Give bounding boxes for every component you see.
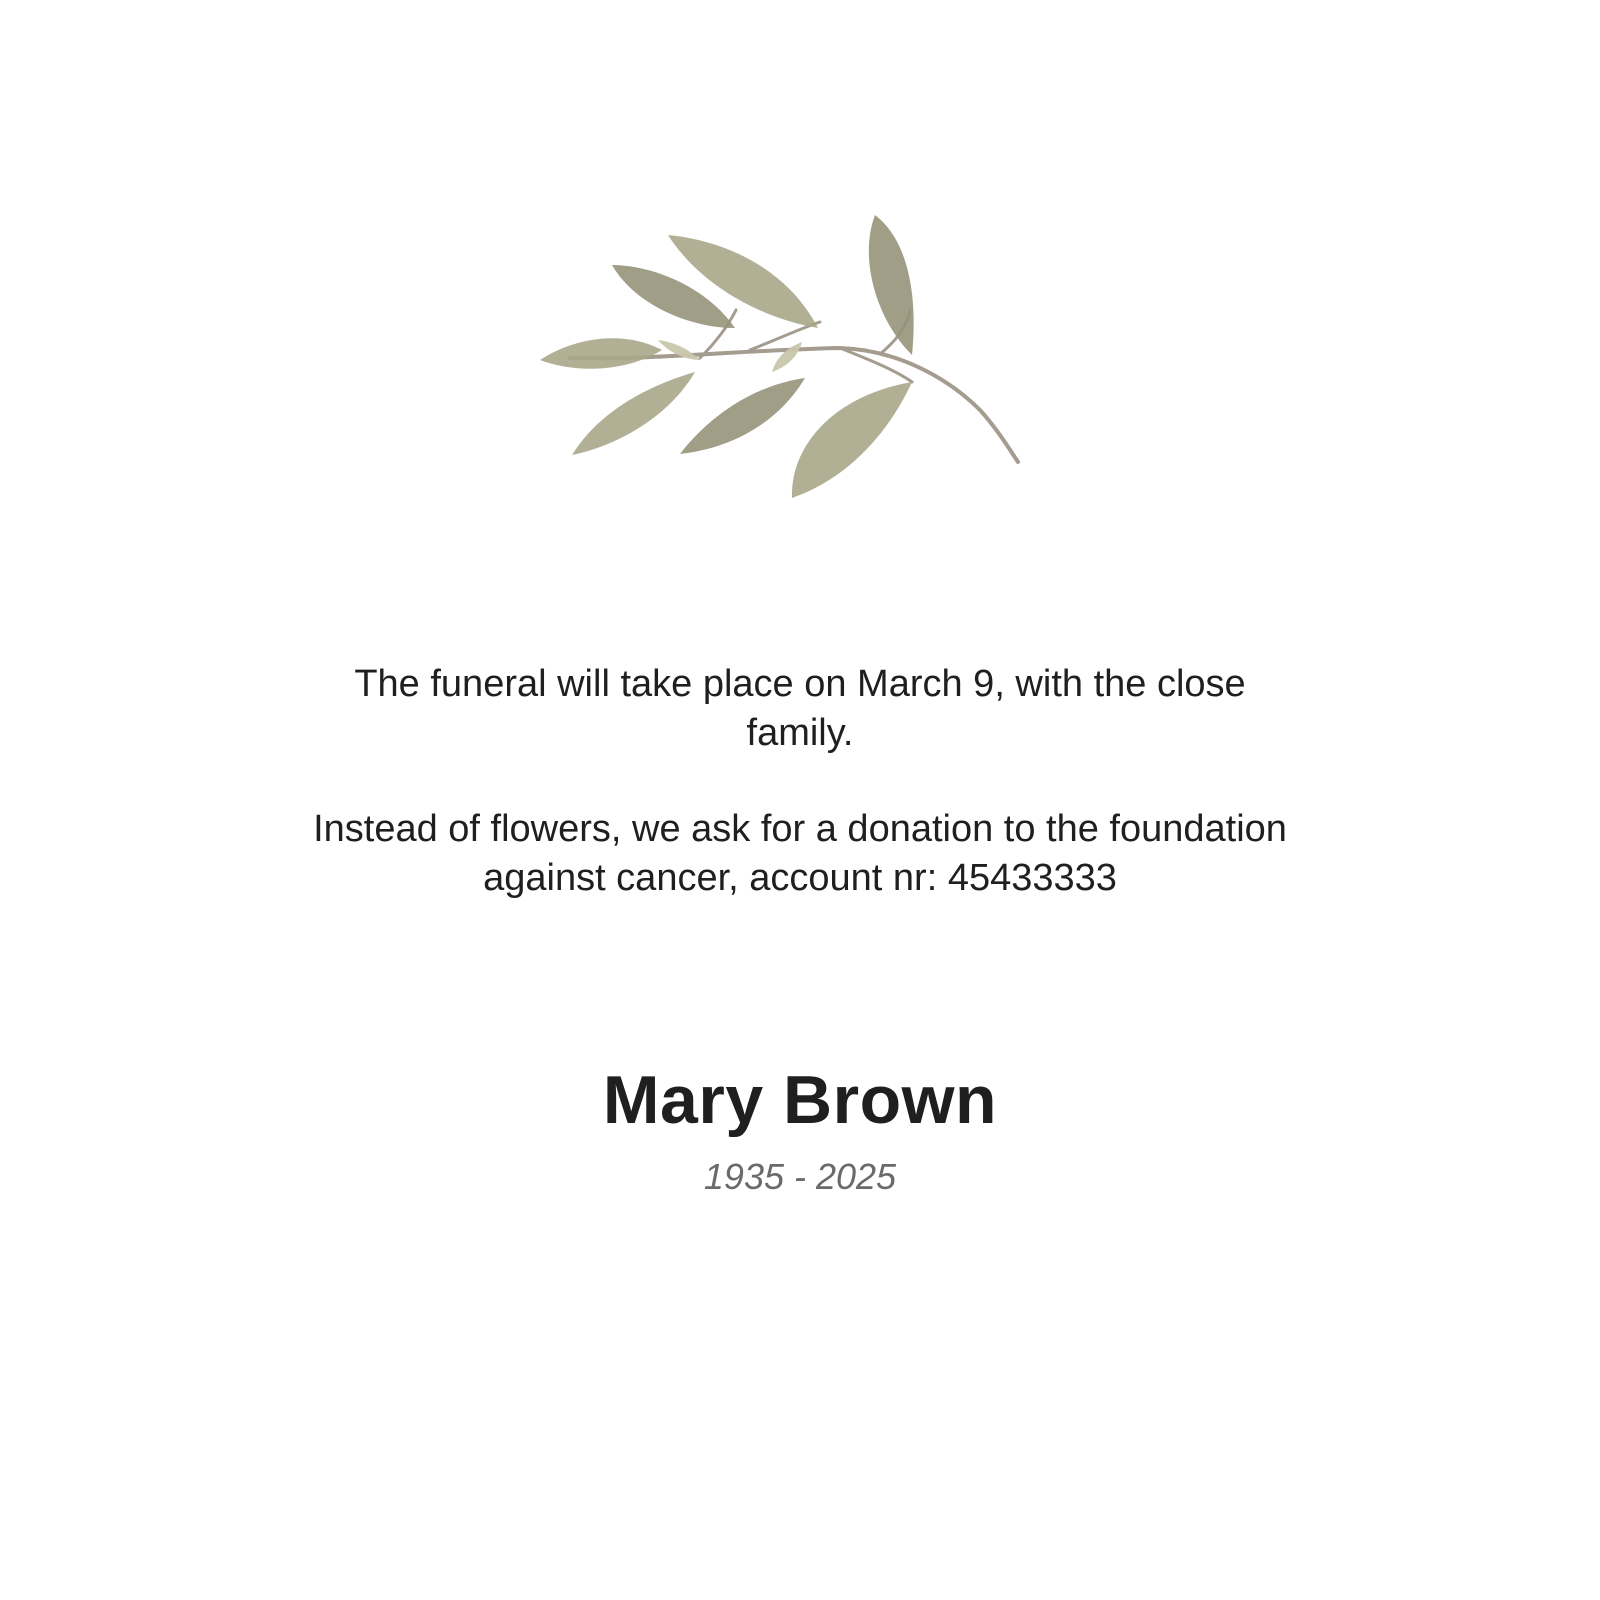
life-years: 1935 - 2025	[703, 1156, 897, 1197]
leaf	[792, 382, 912, 498]
leaf	[680, 378, 805, 454]
deceased-name: Mary Brown	[602, 1062, 998, 1138]
leaf	[572, 372, 695, 455]
leaf	[772, 342, 802, 372]
leaf	[540, 338, 662, 368]
olive-branch-icon	[540, 210, 1040, 510]
funeral-message	[300, 660, 1300, 903]
funeral-details-text: The funeral will take place on March 9, with the close family.	[354, 663, 1246, 754]
leaf	[869, 215, 914, 355]
donation-request-text: Instead of flowers, we ask for a donation to the foundation against cancer, account nr: 45433333	[313, 808, 1287, 899]
